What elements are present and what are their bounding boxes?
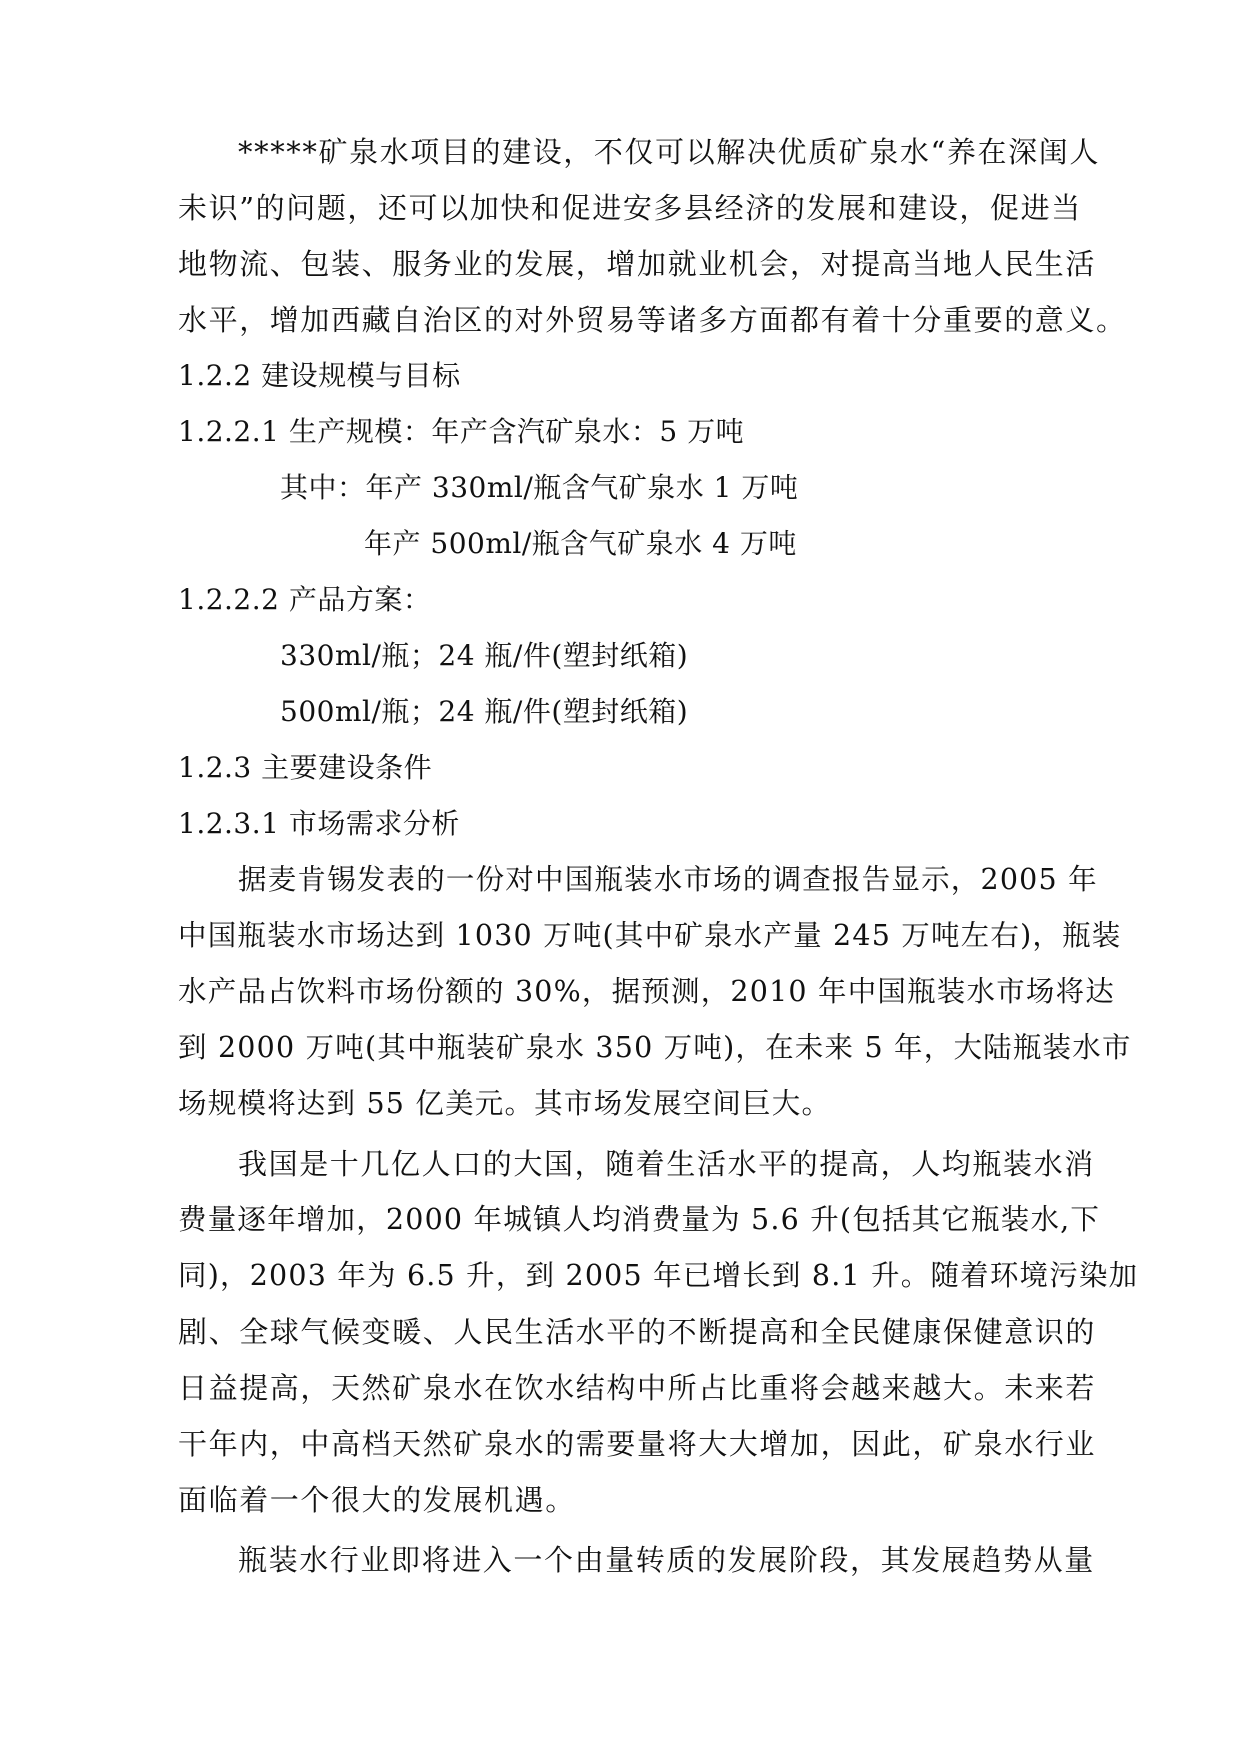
paragraph-line: 到 2000 万吨(其中瓶装矿泉水 350 万吨)，在未来 5 年，大陆瓶装水市 — [178, 1031, 1132, 1064]
paragraph-line: 干年内，中高档天然矿泉水的需要量将大大增加，因此，矿泉水行业 — [178, 1427, 1097, 1461]
paragraph-line: 场规模将达到 55 亿美元。其市场发展空间巨大。 — [178, 1087, 832, 1120]
paragraph-line: 地物流、包装、服务业的发展，增加就业机会，对提高当地人民生活 — [178, 247, 1097, 281]
paragraph-line: 同)，2003 年为 6.5 升，到 2005 年已增长到 8.1 升。随着环境污染加 — [178, 1259, 1139, 1292]
paragraph-line: 剧、全球气候变暖、人民生活水平的不断提高和全民健康保健意识的 — [178, 1315, 1097, 1349]
paragraph-line: 面临着一个很大的发展机遇。 — [178, 1483, 576, 1517]
paragraph-line: 费量逐年增加，2000 年城镇人均消费量为 5.6 升(包括其它瓶装水,下 — [178, 1203, 1101, 1236]
subsection-heading: 1.2.2.2 产品方案： — [178, 583, 432, 616]
section-heading: 1.2.2 建设规模与目标 — [178, 359, 461, 392]
paragraph-line: 我国是十几亿人口的大国，随着生活水平的提高，人均瓶装水消 — [238, 1147, 1095, 1181]
production-scale-line: 其中：年产 330ml/瓶含气矿泉水 1 万吨 — [280, 471, 799, 504]
paragraph-line: 未识”的问题，还可以加快和促进安多县经济的发展和建设，促进当 — [178, 191, 1082, 225]
product-line: 500ml/瓶；24 瓶/件(塑封纸箱) — [280, 695, 689, 728]
subsection-heading: 1.2.3.1 市场需求分析 — [178, 807, 460, 840]
paragraph-line: 水产品占饮料市场份额的 30%，据预测，2010 年中国瓶装水市场将达 — [178, 975, 1115, 1008]
paragraph-line: 日益提高，天然矿泉水在饮水结构中所占比重将会越来越大。未来若 — [178, 1371, 1097, 1405]
paragraph-line: 水平，增加西藏自治区的对外贸易等诸多方面都有着十分重要的意义。 — [178, 303, 1127, 337]
subsection-heading: 1.2.2.1 生产规模：年产含汽矿泉水：5 万吨 — [178, 415, 745, 448]
product-line: 330ml/瓶；24 瓶/件(塑封纸箱) — [280, 639, 689, 672]
paragraph-line: 中国瓶装水市场达到 1030 万吨(其中矿泉水产量 245 万吨左右)，瓶装 — [178, 919, 1122, 952]
paragraph-line: 瓶装水行业即将进入一个由量转质的发展阶段，其发展趋势从量 — [238, 1543, 1095, 1577]
paragraph-line: *****矿泉水项目的建设，不仅可以解决优质矿泉水“养在深闺人 — [238, 135, 1100, 169]
paragraph-line: 据麦肯锡发表的一份对中国瓶装水市场的调查报告显示，2005 年 — [238, 863, 1098, 896]
section-heading: 1.2.3 主要建设条件 — [178, 751, 433, 784]
production-scale-line: 年产 500ml/瓶含气矿泉水 4 万吨 — [364, 527, 797, 560]
